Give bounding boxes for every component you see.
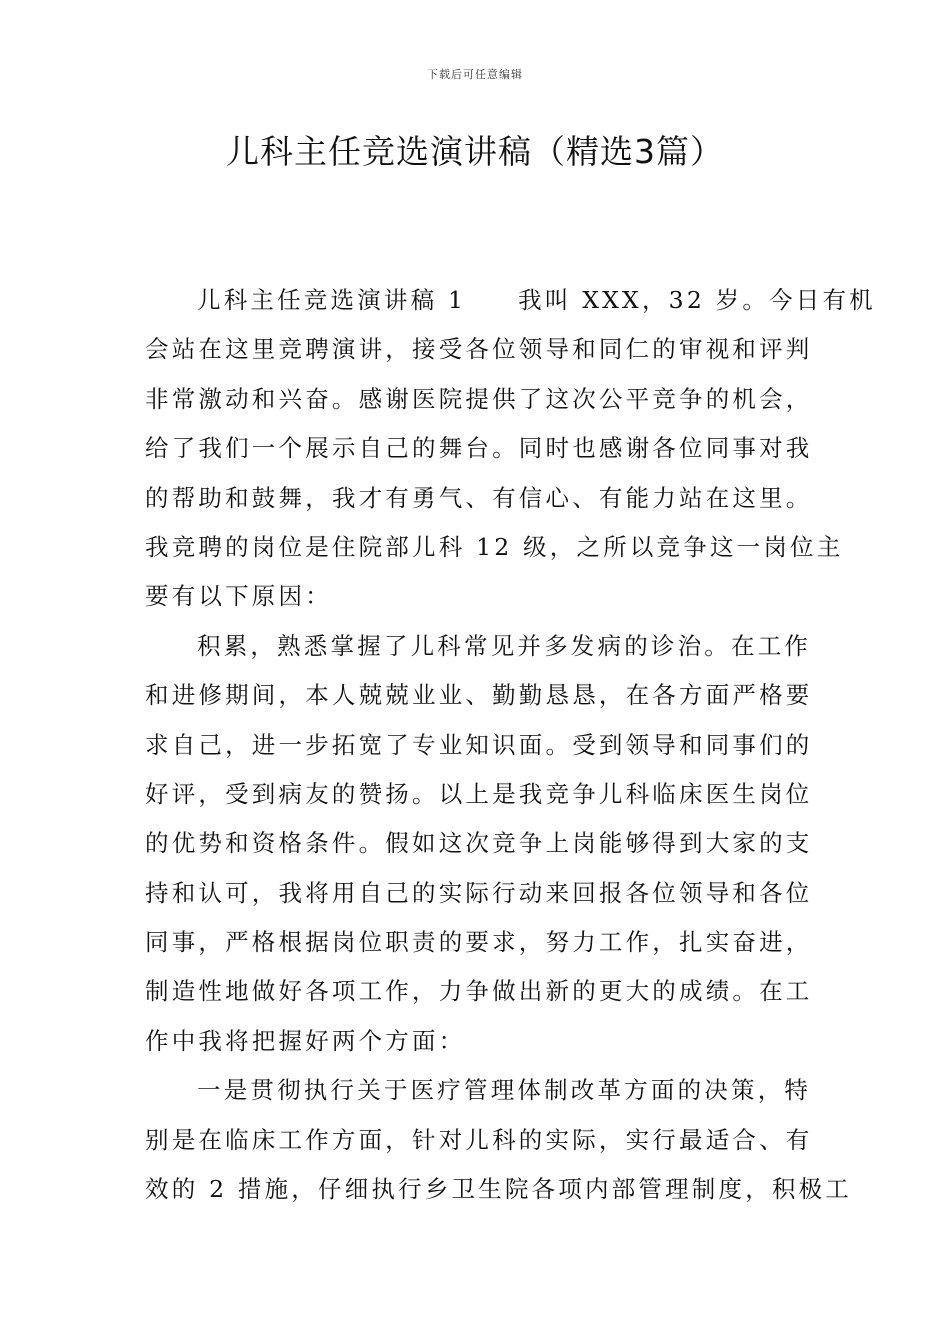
body-line: 非常激动和兴奋。感谢医院提供了这次公平竞争的机会，	[145, 384, 813, 413]
body-line: 制造性地做好各项工作，力争做出新的更大的成绩。在工	[145, 977, 813, 1006]
document-body	[145, 276, 876, 1214]
body-line: 的帮助和鼓舞，我才有勇气、有信心、有能力站在这里。	[145, 483, 813, 512]
body-line: 作中我将把握好两个方面：	[145, 1026, 466, 1055]
header-note: 下载后可任意编辑	[427, 68, 523, 81]
body-line: 求自己，进一步拓宽了专业知识面。受到领导和同事们的	[145, 730, 813, 759]
body-line: 别是在临床工作方面，针对儿科的实际，实行最适合、有	[145, 1125, 813, 1154]
document-title: 儿科主任竞选演讲稿（精选3篇）	[226, 132, 724, 171]
body-line	[145, 276, 876, 325]
body-line: 持和认可，我将用自己的实际行动来回报各位领导和各位	[145, 878, 813, 907]
body-line: 积累，熟悉掌握了儿科常见并多发病的诊治。在工作	[197, 631, 812, 660]
body-line: 好评，受到病友的赞扬。以上是我竞争儿科临床医生岗位	[145, 779, 813, 808]
body-line: 的优势和资格条件。假如这次竞争上岗能够得到大家的支	[145, 829, 813, 858]
body-line: 一是贯彻执行关于医疗管理体制改革方面的决策，特	[197, 1076, 812, 1105]
body-line: 和进修期间，本人兢兢业业、勤勤恳恳，在各方面严格要	[145, 681, 813, 710]
body-line-text: 我叫 XXX，32 岁。今日有机	[518, 286, 876, 314]
body-line: 同事，严格根据岗位职责的要求，努力工作，扎实奋进，	[145, 928, 813, 957]
speech-heading: 儿科主任竞选演讲稿 1	[197, 286, 467, 314]
body-line: 要有以下原因：	[145, 582, 332, 611]
body-line: 我竞聘的岗位是住院部儿科 12 级，之所以竞争这一岗位主	[145, 532, 844, 561]
body-line: 效的 2 措施，仔细执行乡卫生院各项内部管理制度，积极工	[145, 1175, 852, 1204]
body-line: 给了我们一个展示自己的舞台。同时也感谢各位同事对我	[145, 434, 813, 463]
body-line: 会站在这里竞聘演讲，接受各位领导和同仁的审视和评判	[145, 335, 813, 364]
